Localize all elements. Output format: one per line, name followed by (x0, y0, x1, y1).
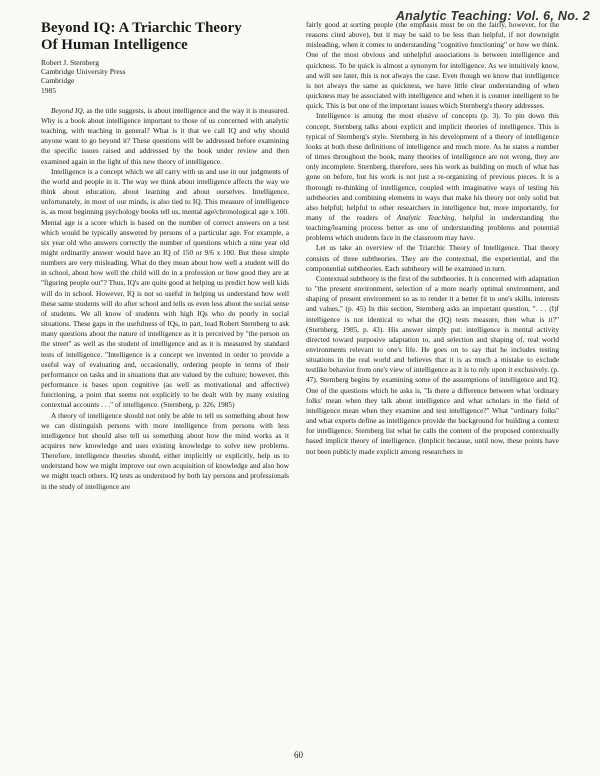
book-title-line-2: Of Human Intelligence (41, 37, 188, 53)
review-place: Cambridge (41, 76, 75, 86)
review-publisher: Cambridge University Press (41, 67, 126, 77)
right-paragraph-4: Contextual subtheory is the first of the subtheories. It is concerned with adaptation to "the present environment, selection of a more nearly optimal environment, and shaping of present environment so as to render it a better fit to one's skills, interests and values," (p. 45) In this section, Sternberg asks an important question, ". . . (I)f intelligence is not identical to what the (IQ) tests measure, then what is it?" (Sternberg, 1985, p. 43). His answer simply put: intelligence is mental activity directed toward purposive adaptation to, and selection and shaping of, real world environments relevant to one's life. He goes on to say that he includes testing situations in the real world and believes that it is as much a mistake to exclude testlike behavior from one's view of intelligence as it is to rely upon it exclusively. (p. 47). Sternberg begins by examining some of the assumptions of intelligence and IQ. One of the questions which he asks is, "Is there a difference between what 'ordinary folks' mean when they talk about intelligence and what scholars in the field of intelligence mean when they examine and test intelligence?" What "ordinary folks" and what experts define as intelligence provide the background for building a context for intelligence. Sternberg list what he calls the content of the proposed contextually based implicit theory of intelligence. (Implicit because, until now, these points have not been publicly made explicit among researchers in (306, 273, 559, 456)
left-column (41, 20, 289, 492)
left-paragraph-3: A theory of intelligence should not only be able to tell us something about how we can distinguish persons with more intelligence from persons with less intelligence but should also tell us something about how the mind works as it acquires new knowledge and uses existing knowledge to solve new problems. Therefore, intelligence theories should, either implicitly or explicitly, help us to understand how we might improve our own acquisition of knowledge and also how we might teach others. IQ tests as understood by both lay persons and professionals in the study of intelligence are (41, 410, 289, 491)
journal-title: Analytic Teaching, (396, 212, 457, 222)
review-year: 1985 (41, 85, 56, 95)
review-author: Robert J. Sternberg (41, 58, 99, 67)
left-paragraph-1-text: as the title suggests, is about intelligence and the way it is measured. Why is a book about intelligence important to those of us concerned with analytic teaching, with teaching in general? What is it that we call IQ and why should anyone want to go beyond it? These questions will be addressed before examining the specific issues raised and addressed by the book under review and then examined again in the light of this new theory of intelligence. (41, 105, 289, 166)
right-paragraph-2-start: Intelligence is among the most elusive of concepts (p. 3). To pin down this concept, Sternberg talks about explicit and implicit theories of intelligence. This is typical of Sternberg's style. Sternberg in his development of a theory of intelligence looks at both these definitions of intelligence and much more. As he states a number of times throughout the book, many theories of intelligence are not wrong, they are only incomplete. Sternberg, therefore, sees his work as building on much of what has gone on before, but his work is not just a re-organizing of previous pieces. It is a thorough re-thinking of intelligence, coupled with imaginative ways of testing his subtheories and combining elements in ways that make his theory not only solid but also helpful; helpful to other researchers in intelligence but, more importantly, for many of the readers of (306, 111, 559, 222)
book-title-line-1: Beyond IQ: A Triarchic Theory (41, 20, 242, 36)
left-paragraph-2: Intelligence is a concept which we all carry with us and use in our judgments of the world and people in it. The way we think about intelligence affects the way we think about education, about learning and about ourselves. Intelligence, unfortunately, in most of our minds, is also tied to IQ. This measure of intelligence is, as most beginning psychology books tell us, mental age/chronological age x 100. Mental age is a score which is based on the number of correct answers on a test which would be typically answered by persons of a particular age. For example, a six year old who answers correctly the number of questions which a nine year old might ordinarily answer would have an IQ of 150 or 9/6 x 100. But these simple numbers are very misleading. What do they mean about how well a student will do in school, about how well the child will do in a profession or how good they are at "figuring people out"? Thus, IQ's are quite good at helping us predict how well kids will do in school. However, IQ is not so useful in helping us understand how well these same students will do after school and tells us even less about the social sense of students. We all know of students with high IQs who do poorly in social situations. These gaps in the usefulness of IQs, in part, lead Robert Sternberg to ask many questions about the nature of intelligence as it is perceived by "the person on the street" as well as the student of intelligence and as it is measured by standard tests of intelligence. "Intelligence is a concept we invented in order to provide a useful way of evaluating and, occasionally, ordering people in terms of their performance on tasks and in situations that are valued by the culture; however, this performance is bases upon cognitive (as well as motivational and affective) functioning, a point that seems not explicitly to be dealt with by many existing contextual accounts . . ." of intelligence. (Sternberg, p. 326, 1985) (41, 166, 289, 410)
book-title-italic: Beyond IQ, (51, 105, 85, 115)
right-paragraph-2 (306, 111, 559, 243)
right-paragraph-1: fairly good at sorting people (the emphasis must be on the fairly, however, for the reasons cited above), but it may be said to be less than helpful, if not downright misleading, when it comes to understanding "cognitive functioning" or how we think. One of the most obvious and unhelpful associations is between intelligence and quickness. To be quick is almost a synonym for intelligence. As we intuitively know, and will see later, this is not always the case. Even though we know that intelligence is not always the same as quickness, we have little clear understanding of when quickness may be associated with intelligence and when it is counter intelligent to be quick. This is but one of the important issues which Sternberg's theory addresses. (306, 20, 559, 111)
page-number: 60 (294, 750, 303, 760)
running-head: Analytic Teaching: Vol. 6, No. 2 (395, 9, 590, 23)
book-title (41, 20, 289, 54)
right-paragraph-2-end: helpful in understanding the teaching/learning process better as one of understanding problems and potential problems which students face in the classroom may have. (306, 212, 559, 243)
left-paragraph-1 (41, 106, 289, 167)
right-paragraph-3: Let us take an overview of the Triarchic Theory of Intelligence. That theory consists of three subtheories. They are the contextual, the experiential, and the componential subtheories. Each subtheory will be examined in turn. (306, 243, 559, 273)
right-column (306, 20, 559, 457)
